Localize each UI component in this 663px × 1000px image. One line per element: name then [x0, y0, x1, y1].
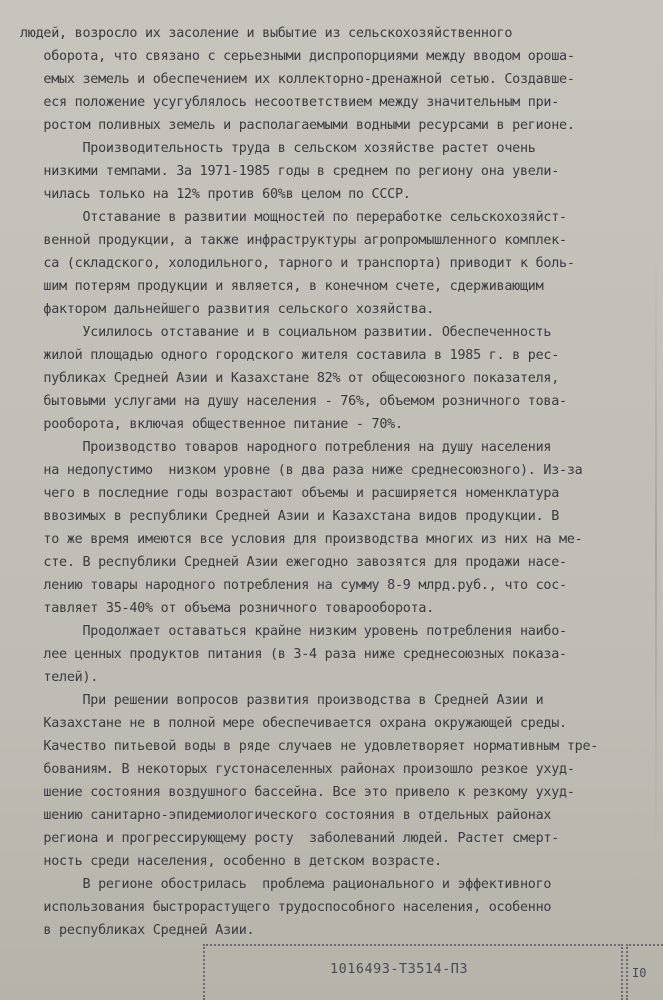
text-line: публиках Средней Азии и Казахстане 82% от общесоюзного показателя,: [20, 371, 560, 386]
page-number: I0: [632, 966, 647, 980]
text-line: шению санитарно-эпидемиологического состояния в отдельных районах: [20, 808, 552, 823]
text-line: венной продукции, а также инфраструктуры агропромышленного комплек-: [20, 233, 567, 248]
text-line: ростом поливных земель и располагаемыми водными ресурсами в регионе.: [20, 118, 575, 133]
text-line: емых земель и обеспечением их коллекторно-дренажной сетью. Создавше-: [20, 72, 575, 87]
text-line: са (складского, холодильного, тарного и транспорта) приводит к боль-: [20, 256, 575, 271]
text-line: шение состояния воздушного бассейна. Все это привело к резкому ухуд-: [20, 785, 575, 800]
text-line: телей).: [20, 670, 99, 685]
text-line: использования быстрорастущего трудоспособного населения, особенно: [20, 900, 552, 915]
page-number-box: [626, 944, 663, 1000]
text-line: низкими темпами. За 1971-1985 годы в среднем по региону она увели-: [20, 164, 560, 179]
text-line: еся положение усугублялось несоответствием между значительным при-: [20, 95, 560, 110]
text-line: ность среди населения, особенно в детском возрасте.: [20, 854, 442, 869]
text-line: жилой площадью одного городского жителя составила в 1985 г. в рес-: [20, 348, 560, 363]
stamp-code: 1016493-T3514-П3: [330, 961, 469, 977]
text-line: на недопустимо низком уровне (в два раза ниже среднесоюзного). Из-за: [20, 463, 583, 478]
text-line: сте. В республики Средней Азии ежегодно завозятся для продажи насе-: [20, 555, 567, 570]
text-line: лению товары народного потребления на сумму 8-9 млрд.руб., что сос-: [20, 578, 567, 593]
text-line: ввозимых в республики Средней Азии и Казахстана видов продукции. В: [20, 509, 560, 524]
text-line: фактором дальнейшего развития сельского хозяйства.: [20, 302, 435, 317]
text-line: бытовыми услугами на душу населения - 76%, объемом розничного това-: [20, 394, 567, 409]
text-line: При решении вопросов развития производства в Средней Азии и: [20, 693, 544, 708]
text-line: рооборота, включая общественное питание - 70%.: [20, 417, 403, 432]
text-line: Казахстане не в полной мере обеспечивается охрана окружающей среды.: [20, 716, 567, 731]
margin-shadow: [655, 250, 657, 850]
text-line: чилась только на 12% против 60%в целом по СССР.: [20, 187, 411, 202]
text-line: лее ценных продуктов питания (в 3-4 раза ниже среднесоюзных показа-: [20, 647, 567, 662]
text-line: оборота, что связано с серьезными диспропорциями между вводом ороша-: [20, 49, 575, 64]
text-line: Продолжает оставаться крайне низким уровень потребления наибо-: [20, 624, 567, 639]
text-line: Качество питьевой воды в ряде случаев не удовлетворяет нормативным тре-: [20, 739, 599, 754]
text-line: то же время имеются все условия для производства многих из них на ме-: [20, 532, 583, 547]
document-body: [20, 22, 640, 942]
text-line: чего в последние годы возрастают объемы и расширяется номенклатура: [20, 486, 560, 501]
text-line: Производство товаров народного потребления на душу населения: [20, 440, 552, 455]
text-line: шим потерям продукции и является, в конечном счете, сдерживающим: [20, 279, 544, 294]
text-line: В регионе обострилась проблема рационального и эффективного: [20, 877, 552, 892]
text-line: бованиям. В некоторых густонаселенных районах произошло резкое ухуд-: [20, 762, 575, 777]
text-line: региона и прогрессирующему росту заболеваний людей. Растет смерт-: [20, 831, 560, 846]
text-line: Производительность труда в сельском хозяйстве растет очень: [20, 141, 536, 156]
text-line: Усилилось отставание и в социальном развитии. Обеспеченность: [20, 325, 552, 340]
document-stamp: [203, 944, 623, 1000]
text-line: в республиках Средней Азии.: [20, 923, 255, 938]
text-line: тавляет 35-40% от объема розничного товарооборота.: [20, 601, 435, 616]
text-line: людей, возросло их засоление и выбытие из сельскохозяйственного: [20, 26, 513, 41]
text-line: Отставание в развитии мощностей по переработке сельскохозяйст-: [20, 210, 567, 225]
